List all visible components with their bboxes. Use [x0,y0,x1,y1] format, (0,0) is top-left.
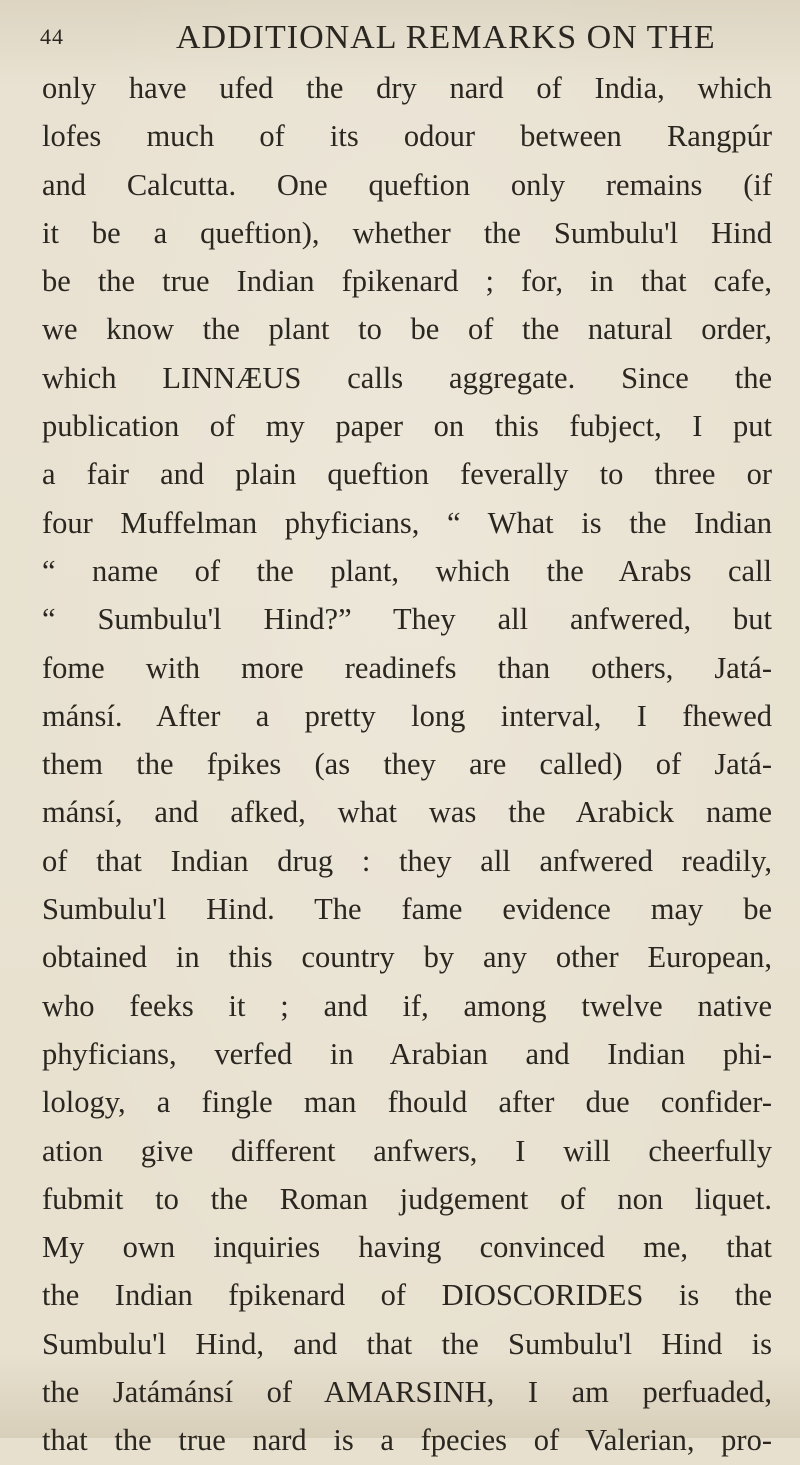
text-line: phyficians, verfed in Arabian and Indian phi- [42,1036,772,1071]
text-line: publication of my paper on this fubject, I put [42,409,772,444]
text-line: obtained in this country by any other European, [42,940,772,975]
text-line: we know the plant to be of the natural order, [42,312,772,347]
text-line: “ Sumbulu'l Hind?” They all anfwered, but [42,602,772,637]
text-line: only have ufed the dry nard of India, which [42,71,772,105]
text-line: be the true Indian fpikenard ; for, in that cafe, [42,264,772,299]
text-line: lofes much of its odour between Rangpúr [42,119,772,154]
text-line: which LINNÆUS calls aggregate. Since the [42,360,772,395]
running-head: ADDITIONAL REMARKS ON THE [176,19,716,56]
text-line: a fair and plain queftion feverally to three or [42,457,772,492]
text-line: fubmit to the Roman judgement of non liquet. [42,1181,772,1216]
text-line: “ name of the plant, which the Arabs call [42,553,772,588]
text-line: lology, a fingle man fhould after due confider- [42,1085,772,1120]
text-line: them the fpikes (as they are called) of Jatá- [42,747,772,782]
page-header [20,8,780,58]
text-line: mánsí, and afked, what was the Arabick name [42,795,772,830]
text-line: the Jatámánsí of AMARSINH, I am perfuaded, [42,1375,772,1410]
page-number: 44 [40,24,64,49]
text-line: who feeks it ; and if, among twelve native [42,988,772,1023]
text-line: ation give different anfwers, I will cheerfully [42,1133,772,1168]
text-line: fome with more readinefs than others, Jatá- [42,650,772,685]
text-line: mánsí. After a pretty long interval, I fhewed [42,698,772,733]
text-line: that the true nard is a fpecies of Valerian, pro- [42,1423,772,1458]
text-line: and Calcutta. One queftion only remains (if [42,167,772,202]
body-text [42,64,772,1465]
text-line: Sumbulu'l Hind, and that the Sumbulu'l Hind is [42,1326,772,1361]
text-line: it be a queftion), whether the Sumbulu'l Hind [42,215,772,250]
text-line: of that Indian drug : they all anfwered readily, [42,843,772,878]
text-line: My own inquiries having convinced me, that [42,1230,772,1265]
text-line: the Indian fpikenard of DIOSCORIDES is the [42,1278,772,1313]
text-line: four Muffelman phyficians, “ What is the Indian [42,505,772,540]
text-line: Sumbulu'l Hind. The fame evidence may be [42,892,772,927]
